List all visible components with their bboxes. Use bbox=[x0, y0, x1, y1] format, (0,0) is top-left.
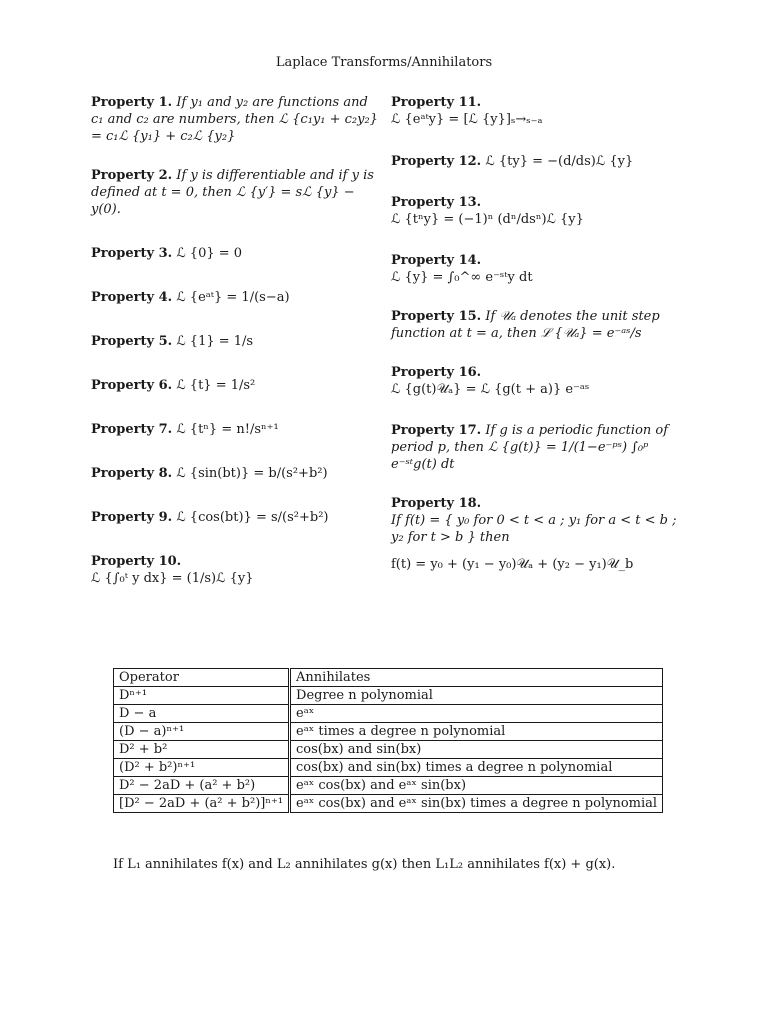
property-text: ℒ {∫₀ᵗ y dx} = (1/s)ℒ {y} bbox=[91, 571, 254, 586]
property-label: Property 18. bbox=[391, 496, 482, 511]
property-label: Property 6. bbox=[91, 378, 173, 393]
property-2 bbox=[91, 167, 383, 218]
property-label: Property 11. bbox=[391, 95, 482, 110]
property-text: ℒ {1} = 1/s bbox=[176, 334, 254, 349]
property-label: Property 15. bbox=[391, 309, 482, 324]
property-label: Property 12. bbox=[391, 154, 482, 169]
annihilator-table bbox=[113, 668, 663, 813]
operator-cell: (D − a)ⁿ⁺¹ bbox=[114, 723, 290, 741]
annihilator-table-wrap bbox=[113, 668, 663, 813]
table-row bbox=[114, 777, 663, 795]
property-text: f(t) = y₀ + (y₁ − y₀)𝒰ₐ + (y₂ − y₁)𝒰_b bbox=[391, 557, 634, 572]
property-9 bbox=[91, 509, 383, 526]
table-row bbox=[114, 795, 663, 813]
property-10 bbox=[91, 553, 383, 587]
property-label: Property 9. bbox=[91, 510, 173, 525]
table-header-row bbox=[114, 669, 663, 687]
operator-cell: Dⁿ⁺¹ bbox=[114, 687, 290, 705]
annihilates-cell: eᵃˣ bbox=[290, 705, 663, 723]
property-text: ℒ {cos(bt)} = s/(s²+b²) bbox=[176, 510, 329, 525]
annihilates-cell: eᵃˣ cos(bx) and eᵃˣ sin(bx) bbox=[290, 777, 663, 795]
operator-cell: D − a bbox=[114, 705, 290, 723]
property-label: Property 2. bbox=[91, 168, 173, 183]
operator-cell: (D² + b²)ⁿ⁺¹ bbox=[114, 759, 290, 777]
annihilates-cell: cos(bx) and sin(bx) bbox=[290, 741, 663, 759]
left-column bbox=[91, 94, 383, 587]
property-text: If y₁ and y₂ are functions and c₁ and c₂ are numbers, then ℒ {c₁y₁ + c₂y₂} = c₁ℒ {y₁} + c₂ℒ {y₂} bbox=[91, 95, 378, 144]
property-text: ℒ {tⁿy} = (−1)ⁿ (dⁿ/dsⁿ)ℒ {y} bbox=[391, 212, 584, 227]
property-text: ℒ {eᵃᵗ} = 1/(s−a) bbox=[176, 290, 290, 305]
operator-cell: D² + b² bbox=[114, 741, 290, 759]
property-label: Property 8. bbox=[91, 466, 173, 481]
property-3 bbox=[91, 245, 383, 262]
annihilates-cell: Degree n polynomial bbox=[290, 687, 663, 705]
property-label: Property 1. bbox=[91, 95, 173, 110]
property-label: Property 17. bbox=[391, 423, 482, 438]
property-6 bbox=[91, 377, 383, 394]
table-row bbox=[114, 741, 663, 759]
property-12 bbox=[391, 153, 681, 170]
property-15 bbox=[391, 308, 681, 342]
property-16 bbox=[391, 364, 681, 398]
property-label: Property 5. bbox=[91, 334, 173, 349]
property-8 bbox=[91, 465, 383, 482]
annihilates-cell: eᵃˣ times a degree n polynomial bbox=[290, 723, 663, 741]
right-column bbox=[391, 94, 681, 573]
property-text: ℒ {g(t)𝒰ₐ} = ℒ {g(t + a)} e⁻ᵃˢ bbox=[391, 382, 590, 397]
table-row bbox=[114, 723, 663, 741]
table-header-cell: Annihilates bbox=[290, 669, 663, 687]
property-text: ℒ {y} = ∫₀^∞ e⁻ˢᵗy dt bbox=[391, 270, 533, 285]
operator-cell: D² − 2aD + (a² + b²) bbox=[114, 777, 290, 795]
property-label: Property 13. bbox=[391, 195, 482, 210]
property-text: If g is a periodic function of period p, then ℒ {g(t)} = 1/(1−e⁻ᵖˢ) ∫₀ᵖ e⁻ˢᵗg(t) dt bbox=[391, 423, 669, 472]
property-label: Property 16. bbox=[391, 365, 482, 380]
property-label: Property 7. bbox=[91, 422, 173, 437]
property-label: Property 4. bbox=[91, 290, 173, 305]
operator-cell: [D² − 2aD + (a² + b²)]ⁿ⁺¹ bbox=[114, 795, 290, 813]
property-4 bbox=[91, 289, 383, 306]
property-label: Property 14. bbox=[391, 253, 482, 268]
property-5 bbox=[91, 333, 383, 350]
property-7 bbox=[91, 421, 383, 438]
page-title: Laplace Transforms/Annihilators bbox=[275, 55, 493, 70]
property-label: Property 3. bbox=[91, 246, 173, 261]
property-text: ℒ {t} = 1/s² bbox=[176, 378, 256, 393]
table-row bbox=[114, 705, 663, 723]
annihilator-note: If L₁ annihilates f(x) and L₂ annihilates g(x) then L₁L₂ annihilates f(x) + g(x). bbox=[113, 857, 616, 872]
property-11 bbox=[391, 94, 681, 128]
property-13 bbox=[391, 194, 681, 228]
property-18 bbox=[391, 495, 681, 546]
property-text: ℒ {0} = 0 bbox=[176, 246, 243, 261]
table-row bbox=[114, 759, 663, 777]
property-18-result bbox=[391, 556, 681, 573]
property-text: ℒ {sin(bt)} = b/(s²+b²) bbox=[176, 466, 328, 481]
table-header-cell: Operator bbox=[114, 669, 290, 687]
property-text: If y is differentiable and if y is defined at t = 0, then ℒ {y′} = sℒ {y} − y(0). bbox=[91, 168, 374, 217]
property-1 bbox=[91, 94, 383, 145]
property-label: Property 10. bbox=[91, 554, 182, 569]
table-row bbox=[114, 687, 663, 705]
annihilates-cell: eᵃˣ cos(bx) and eᵃˣ sin(bx) times a degree n polynomial bbox=[290, 795, 663, 813]
property-text: If f(t) = { y₀ for 0 < t < a ; y₁ for a < t < b ; y₂ for t > b } then bbox=[391, 513, 677, 545]
property-text: If 𝒰ₐ denotes the unit step function at t = a, then ℒ {𝒰ₐ} = e⁻ᵃˢ/s bbox=[391, 309, 660, 341]
property-17 bbox=[391, 422, 681, 473]
property-text: ℒ {ty} = −(d/ds)ℒ {y} bbox=[485, 154, 634, 169]
property-text: ℒ {eᵃᵗy} = [ℒ {y}]ₛ→ₛ₋ₐ bbox=[391, 112, 543, 127]
annihilates-cell: cos(bx) and sin(bx) times a degree n polynomial bbox=[290, 759, 663, 777]
property-text: ℒ {tⁿ} = n!/sⁿ⁺¹ bbox=[176, 422, 279, 437]
property-14 bbox=[391, 252, 681, 286]
